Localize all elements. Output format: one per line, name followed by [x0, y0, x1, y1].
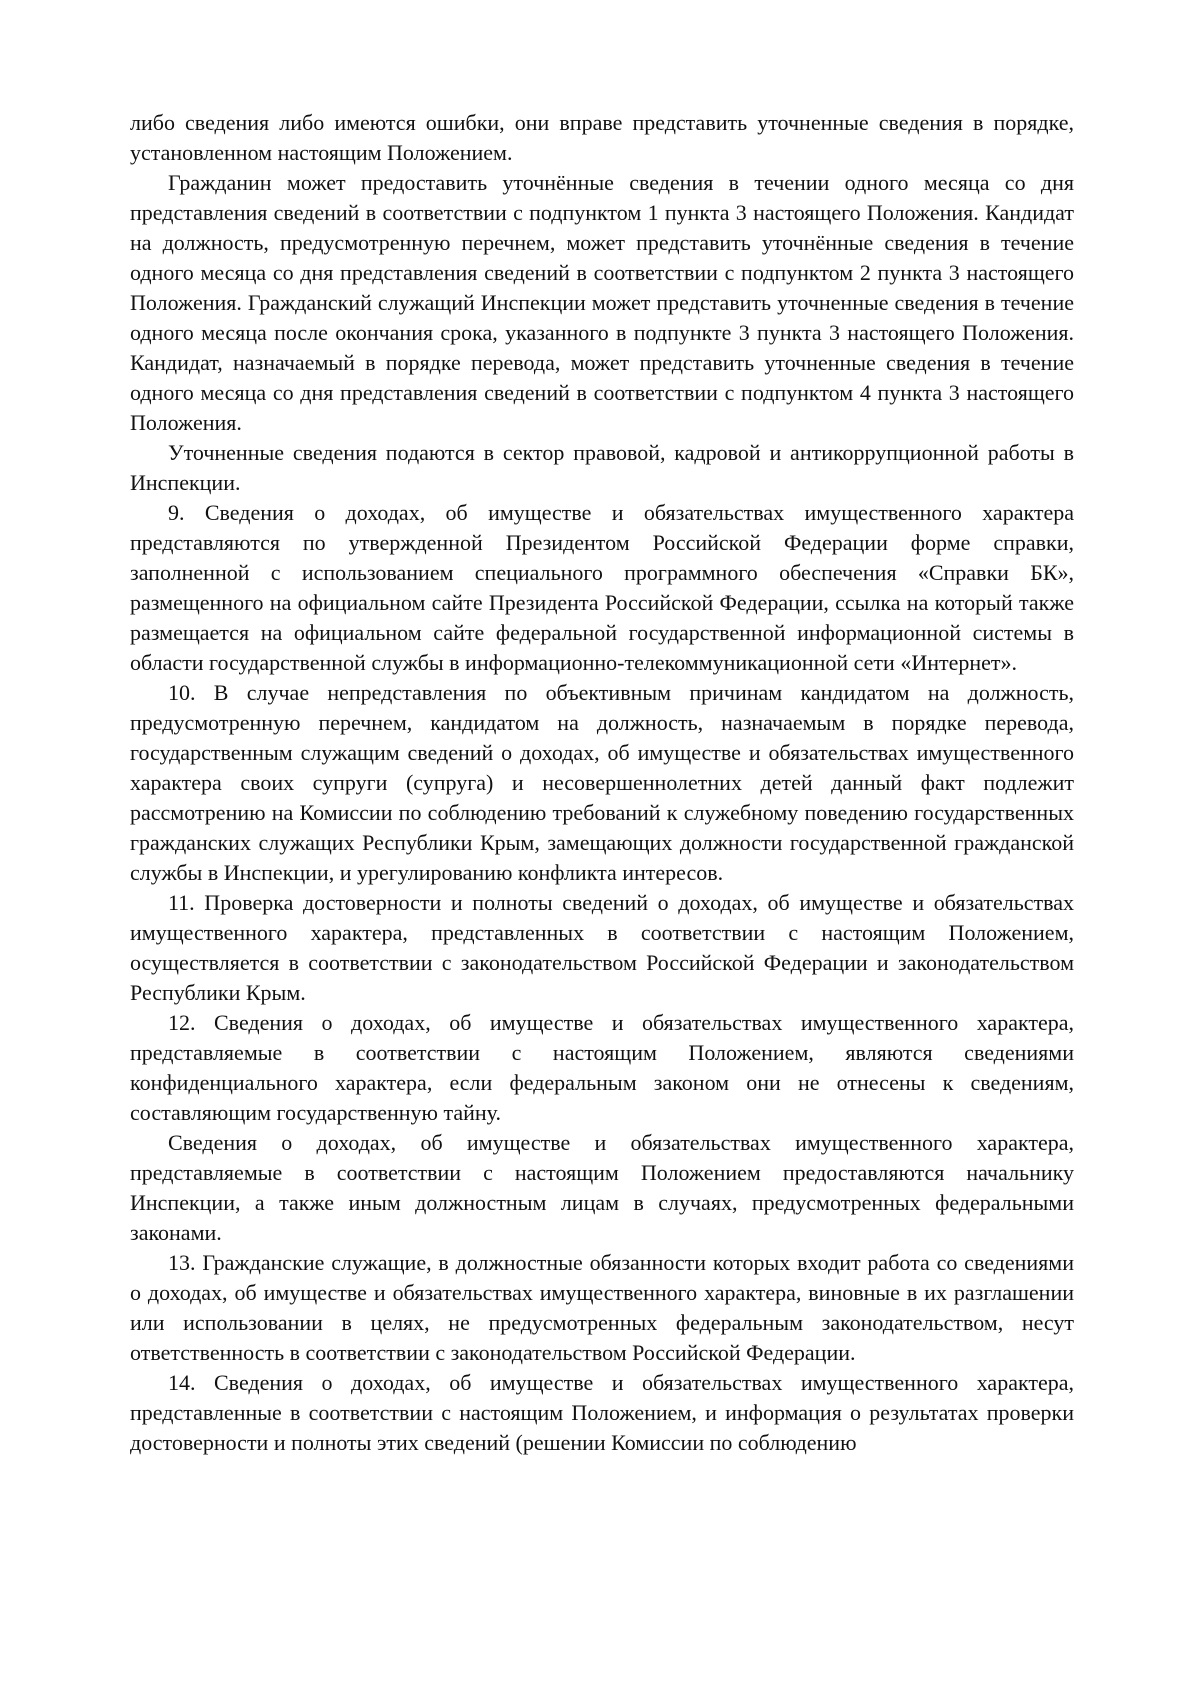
paragraph-item-14: 14. Сведения о доходах, об имуществе и обязательствах имущественного характера, представленные в соответствии с настоящим Положением, и информация о результатах проверки достоверности и полноты этих сведений (решении Комиссии по соблюдению [130, 1370, 1074, 1455]
paragraph-item-9: 9. Сведения о доходах, об имуществе и обязательствах имущественного характера представляются по утвержденной Президентом Российской Федерации форме справки, заполненной с использованием специального программного обеспечения «Справки БК», размещенного на официальном сайте Президента Российской Федерации, ссылка на который также размещается на официальном сайте федеральной государственной информационной системы в области государственной службы в информационно-телекоммуникационной сети «Интернет». [130, 500, 1074, 675]
document-body [130, 108, 1074, 1458]
paragraph-item-10: 10. В случае непредставления по объективным причинам кандидатом на должность, предусмотренную перечнем, кандидатом на должность, назначаемым в порядке перевода, государственным служащим сведений о доходах, об имуществе и обязательствах имущественного характера своих супруги (супруга) и несовершеннолетних детей данный факт подлежит рассмотрению на Комиссии по соблюдению требований к служебному поведению государственных гражданских служащих Республики Крым, замещающих должности государственной гражданской службы в Инспекции, и урегулированию конфликта интересов. [130, 680, 1074, 885]
paragraph-continuation: либо сведения либо имеются ошибки, они вправе представить уточненные сведения в порядке, установленном настоящим Положением. [130, 110, 1074, 165]
paragraph-item-11: 11. Проверка достоверности и полноты сведений о доходах, об имуществе и обязательствах имущественного характера, представленных в соответствии с настоящим Положением, осуществляется в соответствии с законодательством Российской Федерации и законодательством Республики Крым. [130, 890, 1074, 1005]
paragraph-submission-sector: Уточненные сведения подаются в сектор правовой, кадровой и антикоррупционной работы в Инспекции. [130, 440, 1074, 495]
paragraph-item-12-continued: Сведения о доходах, об имуществе и обязательствах имущественного характера, представляемые в соответствии с настоящим Положением предоставляются начальнику Инспекции, а также иным должностным лицам в случаях, предусмотренных федеральными законами. [130, 1130, 1074, 1245]
paragraph-item-13: 13. Гражданские служащие, в должностные обязанности которых входит работа со сведениями о доходах, об имуществе и обязательствах имущественного характера, виновные в их разглашении или использовании в целях, не предусмотренных федеральным законодательством, несут ответственность в соответствии с законодательством Российской Федерации. [130, 1250, 1074, 1365]
paragraph-item-12: 12. Сведения о доходах, об имуществе и обязательствах имущественного характера, представляемые в соответствии с настоящим Положением, являются сведениями конфиденциального характера, если федеральным законом они не отнесены к сведениям, составляющим государственную тайну. [130, 1010, 1074, 1125]
paragraph-clarified-info-deadlines: Гражданин может предоставить уточнённые сведения в течении одного месяца со дня представления сведений в соответствии с подпунктом 1 пункта 3 настоящего Положения. Кандидат на должность, предусмотренную перечнем, может представить уточнённые сведения в течение одного месяца со дня представления сведений в соответствии с подпунктом 2 пункта 3 настоящего Положения. Гражданский служащий Инспекции может представить уточненные сведения в течение одного месяца после окончания срока, указанного в подпункте 3 пункта 3 настоящего Положения. Кандидат, назначаемый в порядке перевода, может представить уточненные сведения в течение одного месяца со дня представления сведений в соответствии с подпунктом 4 пункта 3 настоящего Положения. [130, 170, 1074, 435]
